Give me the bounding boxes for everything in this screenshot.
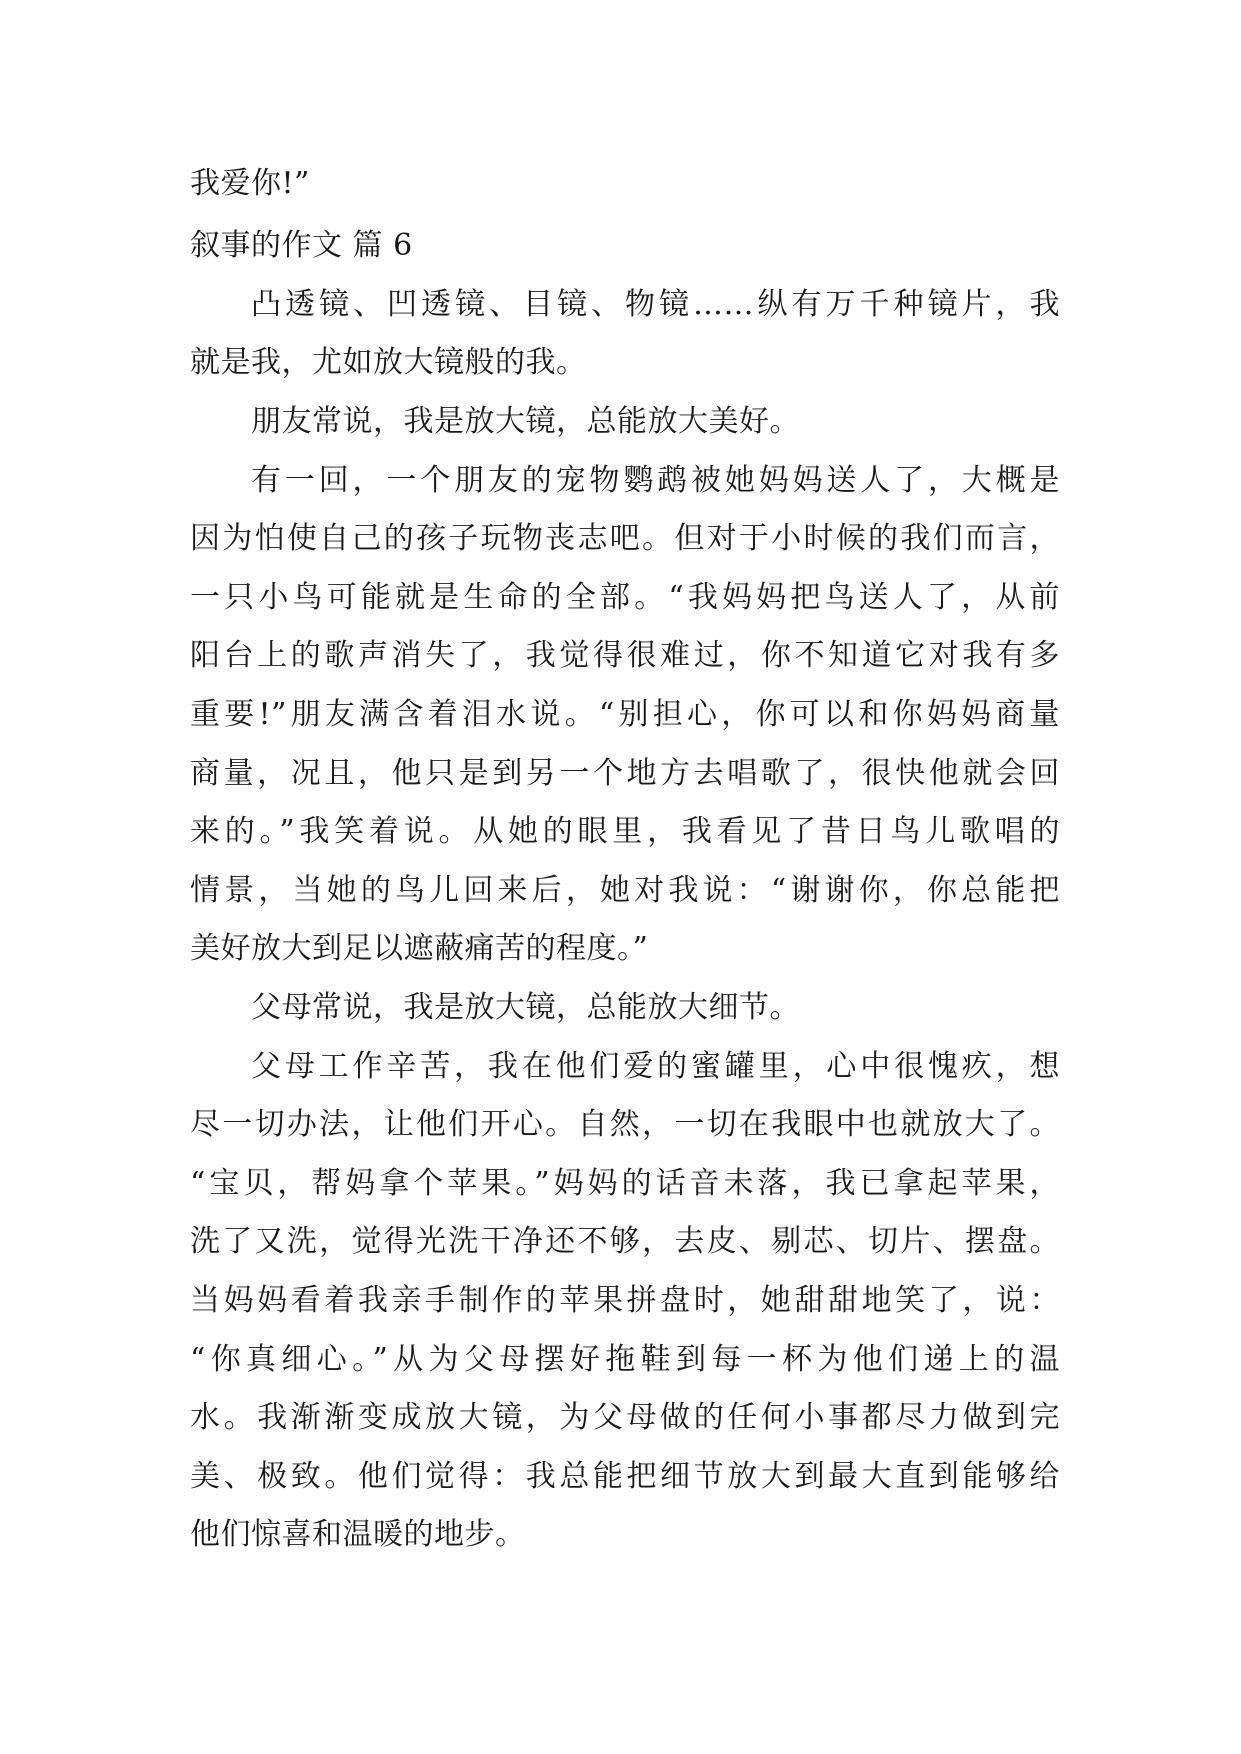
section-heading: 叙事的作文 篇 6: [190, 228, 413, 263]
paragraph-line: 水。我渐渐变成放大镜，为父母做的任何小事都尽力做到完: [190, 1400, 1060, 1435]
paragraph-line: 重要!”朋友满含着泪水说。“别担心，你可以和你妈妈商量: [190, 697, 1060, 732]
paragraph-line: 美好放大到足以遮蔽痛苦的程度。”: [190, 931, 649, 966]
paragraph-line: 一只小鸟可能就是生命的全部。“我妈妈把鸟送人了，从前: [190, 580, 1060, 615]
paragraph-line: 凸透镜、凹透镜、目镜、物镜……纵有万千种镜片，我: [251, 287, 1060, 322]
paragraph-line: “宝贝，帮妈拿个苹果。”妈妈的话音未落，我已拿起苹果，: [190, 1166, 1060, 1201]
paragraph-line: 情景，当她的鸟儿回来后，她对我说：“谢谢你，你总能把: [190, 873, 1060, 908]
text-line: 我爱你!”: [190, 166, 310, 201]
paragraph-line: 尽一切办法，让他们开心。自然，一切在我眼中也就放大了。: [190, 1107, 1060, 1142]
paragraph-line: 美、极致。他们觉得：我总能把细节放大到最大直到能够给: [190, 1459, 1060, 1494]
paragraph-line: 他们惊喜和温暖的地步。: [190, 1517, 526, 1552]
paragraph-line: 有一回，一个朋友的宠物鹦鹉被她妈妈送人了，大概是: [251, 463, 1060, 498]
paragraph-line: 父母工作辛苦，我在他们爱的蜜罐里，心中很愧疚，想: [251, 1049, 1060, 1084]
paragraph-line: 洗了又洗，觉得光洗干净还不够，去皮、剔芯、切片、摆盘。: [190, 1224, 1060, 1259]
paragraph-line: 阳台上的歌声消失了，我觉得很难过，你不知道它对我有多: [190, 638, 1060, 673]
paragraph-line: 因为怕使自己的孩子玩物丧志吧。但对于小时候的我们而言，: [190, 521, 1060, 556]
paragraph-line: “你真细心。”从为父母摆好拖鞋到每一杯为他们递上的温: [190, 1342, 1060, 1377]
paragraph-line: 商量，况且，他只是到另一个地方去唱歌了，很快他就会回: [190, 756, 1060, 791]
paragraph-line: 来的。”我笑着说。从她的眼里，我看见了昔日鸟儿歌唱的: [190, 814, 1060, 849]
paragraph-line: 就是我，尤如放大镜般的我。: [190, 345, 587, 380]
paragraph-line: 朋友常说，我是放大镜，总能放大美好。: [251, 404, 800, 439]
paragraph-line: 父母常说，我是放大镜，总能放大细节。: [251, 990, 800, 1025]
paragraph-line: 当妈妈看着我亲手制作的苹果拼盘时，她甜甜地笑了，说：: [190, 1283, 1060, 1318]
